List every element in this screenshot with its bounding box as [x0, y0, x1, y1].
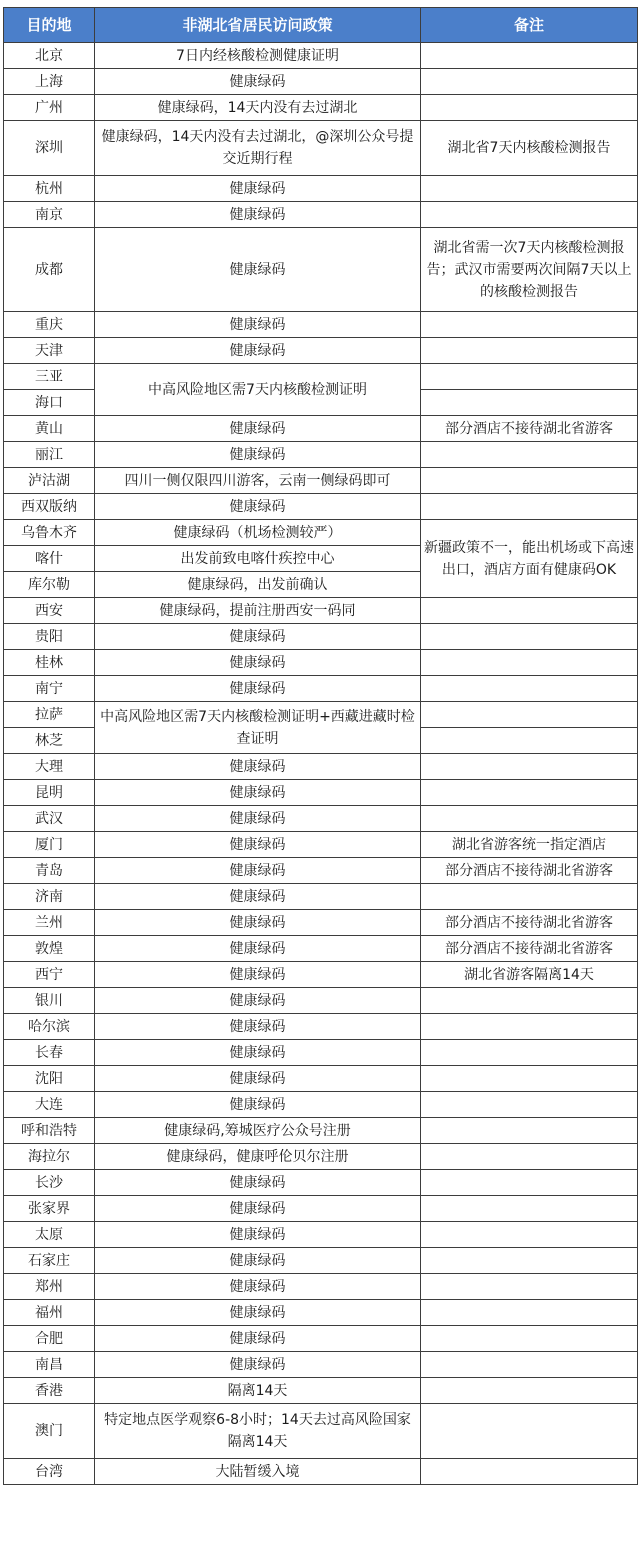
policy-cell: 健康绿码，14天内没有去过湖北，@深圳公众号提交近期行程: [95, 121, 421, 176]
note-cell: [421, 202, 638, 228]
table-row: [4, 1092, 638, 1118]
note-cell: [421, 1352, 638, 1378]
table-row: [4, 1326, 638, 1352]
table-row: [4, 884, 638, 910]
table-row: [4, 676, 638, 702]
policy-cell: 健康绿码: [95, 1040, 421, 1066]
policy-cell: 健康绿码: [95, 1300, 421, 1326]
header-row: [4, 8, 638, 43]
note-cell: [421, 676, 638, 702]
city-cell: 银川: [4, 988, 95, 1014]
policy-cell: 健康绿码: [95, 1326, 421, 1352]
city-cell: 长春: [4, 1040, 95, 1066]
policy-cell: 健康绿码: [95, 442, 421, 468]
note-cell: 湖北省游客统一指定酒店: [421, 832, 638, 858]
policy-cell: 健康绿码: [95, 962, 421, 988]
table-row: [4, 988, 638, 1014]
table-row: [4, 806, 638, 832]
policy-cell: 健康绿码: [95, 1222, 421, 1248]
policy-cell: 健康绿码，出发前确认: [95, 572, 421, 598]
note-cell: [421, 468, 638, 494]
table-row: [4, 416, 638, 442]
table-row: [4, 442, 638, 468]
policy-cell: 健康绿码: [95, 910, 421, 936]
city-cell: 海拉尔: [4, 1144, 95, 1170]
table-row: [4, 650, 638, 676]
city-cell: 重庆: [4, 312, 95, 338]
note-cell: [421, 702, 638, 728]
table-row: [4, 1248, 638, 1274]
table-row: [4, 1118, 638, 1144]
city-cell: 丽江: [4, 442, 95, 468]
table-row: [4, 754, 638, 780]
policy-cell: 健康绿码: [95, 69, 421, 95]
city-cell: 乌鲁木齐: [4, 520, 95, 546]
policy-cell: 健康绿码,筹城医疗公众号注册: [95, 1118, 421, 1144]
note-cell: [421, 1118, 638, 1144]
city-cell: 北京: [4, 43, 95, 69]
table-row: [4, 910, 638, 936]
city-cell: 呼和浩特: [4, 1118, 95, 1144]
table-header: [4, 8, 638, 43]
note-cell: [421, 884, 638, 910]
city-cell: 香港: [4, 1378, 95, 1404]
city-cell: 敦煌: [4, 936, 95, 962]
note-cell: [421, 69, 638, 95]
note-cell: 部分酒店不接待湖北省游客: [421, 910, 638, 936]
city-cell: 哈尔滨: [4, 1014, 95, 1040]
policy-cell: 健康绿码: [95, 1196, 421, 1222]
note-cell: [421, 1378, 638, 1404]
city-cell: 林芝: [4, 728, 95, 754]
city-cell: 郑州: [4, 1274, 95, 1300]
table-row: [4, 43, 638, 69]
table-row: [4, 1378, 638, 1404]
policy-cell: 7日内经核酸检测健康证明: [95, 43, 421, 69]
note-cell: [421, 624, 638, 650]
note-cell-merged: 新疆政策不一，能出机场或下高速出口，酒店方面有健康码OK: [421, 520, 638, 598]
table-row: [4, 1352, 638, 1378]
policy-cell: 健康绿码: [95, 1274, 421, 1300]
city-cell: 沈阳: [4, 1066, 95, 1092]
table-row: [4, 1404, 638, 1459]
policy-cell: 健康绿码: [95, 780, 421, 806]
policy-cell-merged: 中高风险地区需7天内核酸检测证明+西藏进藏时检查证明: [95, 702, 421, 754]
policy-cell: 健康绿码: [95, 936, 421, 962]
city-cell: 武汉: [4, 806, 95, 832]
header-notes: 备注: [421, 8, 638, 43]
note-cell: 部分酒店不接待湖北省游客: [421, 416, 638, 442]
city-cell: 张家界: [4, 1196, 95, 1222]
table-row: [4, 121, 638, 176]
city-cell: 台湾: [4, 1459, 95, 1485]
city-cell: 兰州: [4, 910, 95, 936]
note-cell: [421, 1222, 638, 1248]
policy-cell: 健康绿码，14天内没有去过湖北: [95, 95, 421, 121]
note-cell: [421, 806, 638, 832]
policy-cell: 健康绿码: [95, 858, 421, 884]
city-cell: 长沙: [4, 1170, 95, 1196]
note-cell: [421, 312, 638, 338]
note-cell: [421, 364, 638, 390]
table-row: [4, 338, 638, 364]
table-row: [4, 176, 638, 202]
policy-cell: 健康绿码: [95, 1248, 421, 1274]
note-cell: [421, 1040, 638, 1066]
note-cell: 湖北省7天内核酸检测报告: [421, 121, 638, 176]
table-row: [4, 832, 638, 858]
table-row: [4, 1066, 638, 1092]
table-row: [4, 780, 638, 806]
city-cell: 上海: [4, 69, 95, 95]
header-policy: 非湖北省居民访问政策: [95, 8, 421, 43]
city-cell: 澳门: [4, 1404, 95, 1459]
city-cell: 南昌: [4, 1352, 95, 1378]
city-cell: 库尔勒: [4, 572, 95, 598]
header-destination: 目的地: [4, 8, 95, 43]
table-row: [4, 1222, 638, 1248]
table-row: [4, 624, 638, 650]
note-cell: 湖北省游客隔离14天: [421, 962, 638, 988]
city-cell: 成都: [4, 228, 95, 312]
table-row: [4, 312, 638, 338]
policy-cell: 健康绿码: [95, 676, 421, 702]
policy-cell: 健康绿码: [95, 1170, 421, 1196]
policy-cell: 大陆暂缓入境: [95, 1459, 421, 1485]
city-cell: 天津: [4, 338, 95, 364]
city-cell: 三亚: [4, 364, 95, 390]
note-cell: [421, 1014, 638, 1040]
table-row: [4, 468, 638, 494]
note-cell: [421, 598, 638, 624]
city-cell: 海口: [4, 390, 95, 416]
note-cell: [421, 1300, 638, 1326]
table-row: [4, 1459, 638, 1485]
city-cell: 西宁: [4, 962, 95, 988]
table-row: [4, 598, 638, 624]
note-cell: [421, 442, 638, 468]
note-cell: 湖北省需一次7天内核酸检测报告；武汉市需要两次间隔7天以上的核酸检测报告: [421, 228, 638, 312]
policy-cell-merged: 中高风险地区需7天内核酸检测证明: [95, 364, 421, 416]
policy-cell: 健康绿码: [95, 1092, 421, 1118]
policy-cell: 健康绿码: [95, 806, 421, 832]
note-cell: [421, 754, 638, 780]
policy-cell: 出发前致电喀什疾控中心: [95, 546, 421, 572]
policy-cell: 健康绿码: [95, 1014, 421, 1040]
note-cell: [421, 1274, 638, 1300]
policy-cell: 健康绿码: [95, 416, 421, 442]
note-cell: [421, 1248, 638, 1274]
city-cell: 拉萨: [4, 702, 95, 728]
city-cell: 厦门: [4, 832, 95, 858]
policy-cell: 健康绿码: [95, 228, 421, 312]
table-row: [4, 962, 638, 988]
policy-cell: 健康绿码: [95, 754, 421, 780]
table-row: [4, 520, 638, 546]
city-cell: 福州: [4, 1300, 95, 1326]
city-cell: 石家庄: [4, 1248, 95, 1274]
policy-cell: 健康绿码: [95, 338, 421, 364]
city-cell: 昆明: [4, 780, 95, 806]
policy-cell: 健康绿码: [95, 312, 421, 338]
note-cell: [421, 1459, 638, 1485]
city-cell: 西双版纳: [4, 494, 95, 520]
table-row: [4, 1144, 638, 1170]
city-cell: 黄山: [4, 416, 95, 442]
city-cell: 青岛: [4, 858, 95, 884]
table-row: [4, 95, 638, 121]
note-cell: [421, 494, 638, 520]
policy-cell: 健康绿码: [95, 494, 421, 520]
city-cell: 广州: [4, 95, 95, 121]
table-row: [4, 936, 638, 962]
note-cell: [421, 650, 638, 676]
policy-cell: 特定地点医学观察6-8小时；14天去过高风险国家隔离14天: [95, 1404, 421, 1459]
policy-cell: 健康绿码，健康呼伦贝尔注册: [95, 1144, 421, 1170]
note-cell: [421, 1170, 638, 1196]
note-cell: [421, 1404, 638, 1459]
note-cell: [421, 95, 638, 121]
note-cell: [421, 1092, 638, 1118]
policy-cell: 健康绿码: [95, 202, 421, 228]
city-cell: 喀什: [4, 546, 95, 572]
table-row: [4, 228, 638, 312]
table-row: [4, 202, 638, 228]
city-cell: 南京: [4, 202, 95, 228]
note-cell: [421, 988, 638, 1014]
table-body: [4, 43, 638, 1485]
policy-cell: 健康绿码，提前注册西安一码同: [95, 598, 421, 624]
city-cell: 大连: [4, 1092, 95, 1118]
city-cell: 济南: [4, 884, 95, 910]
note-cell: [421, 728, 638, 754]
policy-cell: 四川一侧仅限四川游客，云南一侧绿码即可: [95, 468, 421, 494]
city-cell: 合肥: [4, 1326, 95, 1352]
note-cell: [421, 43, 638, 69]
note-cell: [421, 1196, 638, 1222]
city-cell: 大理: [4, 754, 95, 780]
table-row: [4, 69, 638, 95]
policy-cell: 健康绿码: [95, 650, 421, 676]
table-row: [4, 1170, 638, 1196]
city-cell: 贵阳: [4, 624, 95, 650]
table-row: [4, 364, 638, 390]
policy-cell: 隔离14天: [95, 1378, 421, 1404]
policy-cell: 健康绿码: [95, 1066, 421, 1092]
city-cell: 西安: [4, 598, 95, 624]
table-row: [4, 1196, 638, 1222]
policy-cell: 健康绿码: [95, 832, 421, 858]
note-cell: [421, 1144, 638, 1170]
table-row: [4, 1274, 638, 1300]
note-cell: 部分酒店不接待湖北省游客: [421, 936, 638, 962]
note-cell: [421, 1326, 638, 1352]
table-row: [4, 1040, 638, 1066]
table-row: [4, 494, 638, 520]
city-cell: 南宁: [4, 676, 95, 702]
note-cell: [421, 1066, 638, 1092]
table-row: [4, 1014, 638, 1040]
city-cell: 泸沽湖: [4, 468, 95, 494]
note-cell: [421, 390, 638, 416]
policy-cell: 健康绿码: [95, 988, 421, 1014]
policy-cell: 健康绿码: [95, 176, 421, 202]
note-cell: [421, 338, 638, 364]
policy-cell: 健康绿码: [95, 884, 421, 910]
city-cell: 杭州: [4, 176, 95, 202]
note-cell: [421, 176, 638, 202]
policy-cell: 健康绿码（机场检测较严）: [95, 520, 421, 546]
policy-cell: 健康绿码: [95, 1352, 421, 1378]
note-cell: [421, 780, 638, 806]
city-cell: 深圳: [4, 121, 95, 176]
note-cell: 部分酒店不接待湖北省游客: [421, 858, 638, 884]
table-row: [4, 858, 638, 884]
table-row: [4, 1300, 638, 1326]
city-cell: 桂林: [4, 650, 95, 676]
policy-table: [3, 7, 638, 1485]
city-cell: 太原: [4, 1222, 95, 1248]
table-row: [4, 702, 638, 728]
policy-cell: 健康绿码: [95, 624, 421, 650]
